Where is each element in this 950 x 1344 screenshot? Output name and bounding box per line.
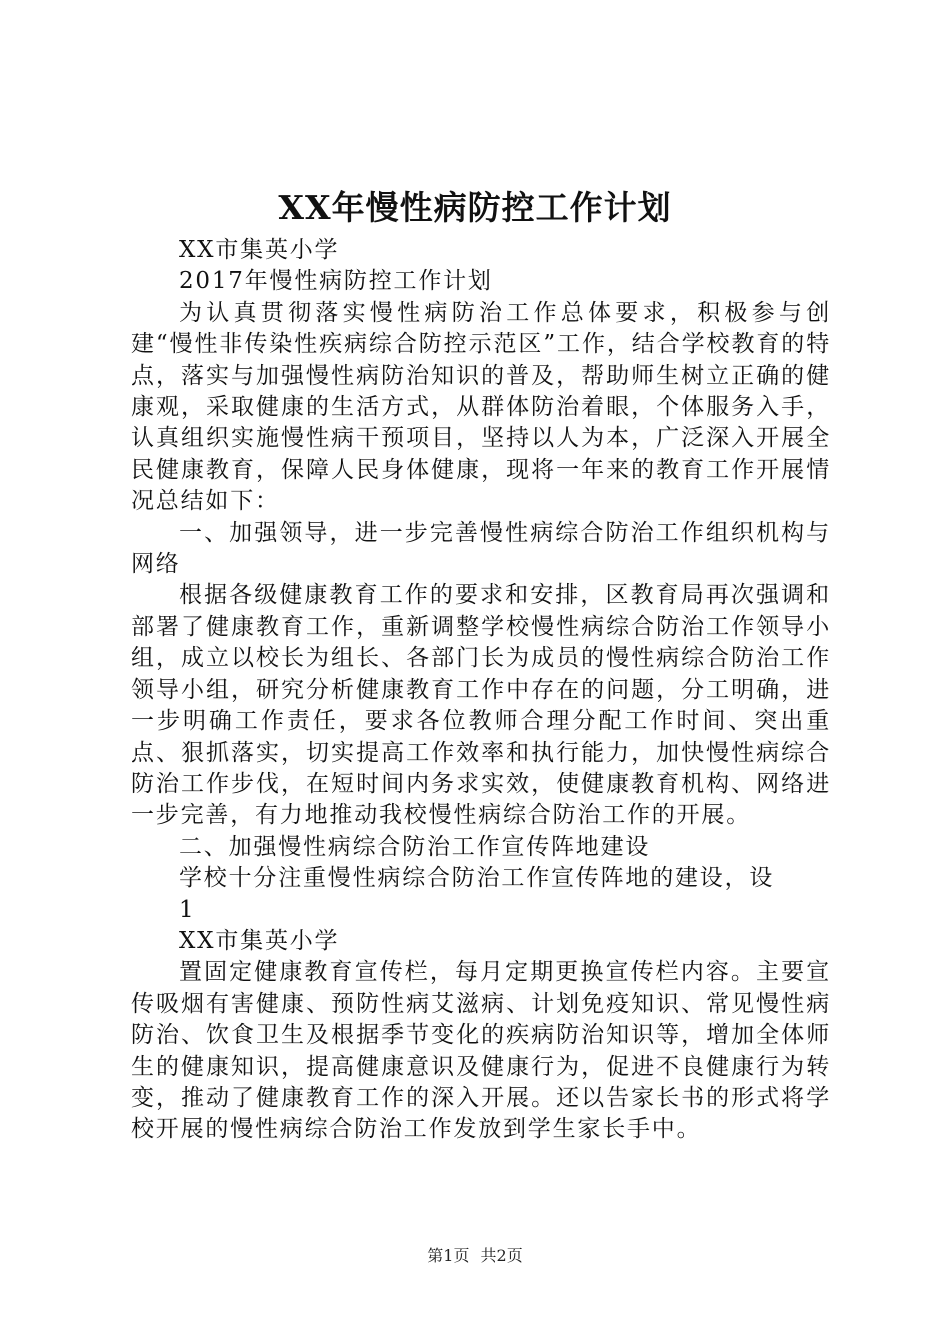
- page-footer: [0, 1246, 950, 1266]
- plan-subtitle-line: 2017年慢性病防控工作计划: [179, 268, 493, 295]
- section-heading-2: 二、加强慢性病综合防治工作宣传阵地建设: [179, 833, 651, 860]
- document-title: XX年慢性病防控工作计划: [278, 188, 672, 227]
- section-paragraph-1: 根据各级健康教育工作的要求和安排，区教育局再次强调和部署了健康教育工作，重新调整学校慢性病综合防治工作领导小组，成立以校长为组长、各部门长为成员的慢性病综合防治工作领导小组，研究分析健康教育工作中存在的问题，分工明确，进一步明确工作责任，要求各位教师合理分配工作时间、突出重点、狠抓落实，切实提高工作效率和执行能力，加快慢性病综合防治工作步伐，在短时间内务求实效，使健康教育机构、网络进一步完善，有力地推动我校慢性病综合防治工作的开展。: [131, 582, 831, 829]
- section-heading-1: 一、加强领导，进一步完善慢性病综合防治工作组织机构与网络: [131, 519, 831, 578]
- total-pages: 共2页: [480, 1246, 523, 1265]
- section-paragraph-2-continued: 置固定健康教育宣传栏，每月定期更换宣传栏内容。主要宣传吸烟有害健康、预防性病艾滋病、计划免疫知识、常见慢性病防治、饮食卫生及根据季节变化的疾病防治知识等，增加全体师生的健康知识，提高健康意识及健康行为，促进不良健康行为转变，推动了健康教育工作的深入开展。还以告家长书的形式将学校开展的慢性病综合防治工作发放到学生家长手中。: [131, 959, 831, 1143]
- document-body: [131, 235, 831, 1146]
- inline-page-number: 1: [179, 896, 196, 923]
- school-name-line: XX市集英小学: [179, 237, 340, 263]
- section-paragraph-2-start: 学校十分注重慢性病综合防治工作宣传阵地的建设，设: [179, 865, 775, 892]
- running-header-school-name: XX市集英小学: [179, 927, 340, 954]
- page-number: 第1页: [427, 1246, 470, 1265]
- intro-paragraph: 为认真贯彻落实慢性病防治工作总体要求，积极参与创建“慢性非传染性疾病综合防控示范区”工作，结合学校教育的特点，落实与加强慢性病防治知识的普及，帮助师生树立正确的健康观，采取健康的生活方式，从群体防治着眼，个体服务入手，认真组织实施慢性病干预项目，坚持以人为本，广泛深入开展全民健康教育，保障人民身体健康，现将一年来的教育工作开展情况总结如下：: [131, 299, 831, 515]
